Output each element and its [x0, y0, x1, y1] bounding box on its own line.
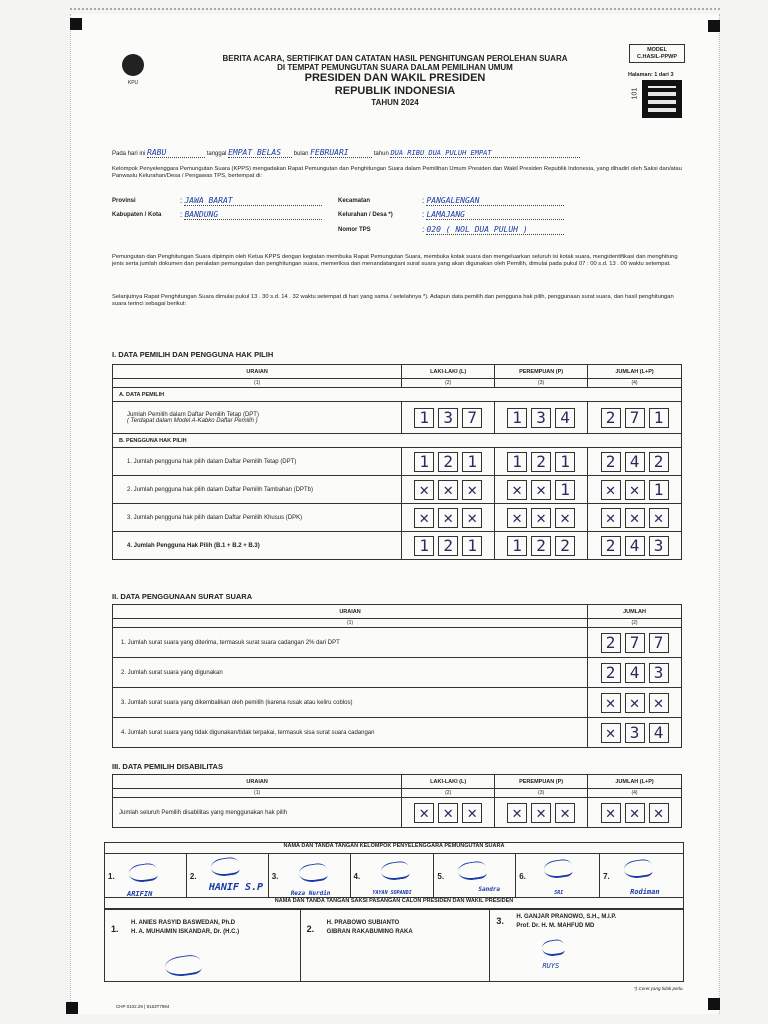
corner-marker — [70, 18, 82, 30]
section3-title: III. DATA PEMILIH DISABILITAS — [112, 762, 223, 771]
digit-box[interactable]: ✕ — [462, 803, 482, 823]
digit-box[interactable]: 3 — [531, 408, 551, 428]
tahun-field[interactable]: DUA RIBU DUA PULUH EMPAT — [390, 149, 580, 158]
digit-boxes[interactable] — [402, 452, 494, 472]
col-header: JUMLAH (L+P) — [588, 365, 682, 379]
digit-boxes[interactable] — [495, 408, 587, 428]
col-header: URAIAN — [113, 775, 402, 789]
digit-box[interactable]: 2 — [438, 452, 458, 472]
digit-box[interactable]: ✕ — [507, 508, 527, 528]
bulan-field[interactable]: FEBRUARI — [310, 148, 372, 158]
digit-box[interactable]: ✕ — [649, 508, 669, 528]
digit-box[interactable]: 7 — [462, 408, 482, 428]
kelurahan-label: Kelurahan / Desa *) — [338, 212, 393, 218]
signature-mark — [164, 954, 202, 979]
col-header: JUMLAH — [588, 605, 682, 619]
kpps-signature[interactable]: 7. Rodiman — [600, 854, 684, 898]
digit-boxes[interactable] — [495, 508, 587, 528]
kpps-signature[interactable]: 4. YAYAN SOPANDI — [350, 854, 434, 898]
signature-mark — [379, 860, 409, 882]
digit-box[interactable]: ✕ — [625, 693, 645, 713]
tps-field[interactable]: : 020 ( NOL DUA PULUH ) — [422, 225, 564, 235]
signature-mark — [298, 862, 328, 884]
digit-box[interactable]: ✕ — [601, 480, 621, 500]
digit-box[interactable]: ✕ — [438, 803, 458, 823]
table-row: 4. Jumlah surat suara yang tidak digunakan/tidak terpakai, termasuk sisa surat suara cadangan ✕ 3 4 — [113, 718, 682, 748]
digit-boxes[interactable] — [402, 480, 494, 500]
digit-boxes[interactable] — [495, 536, 587, 556]
digit-box[interactable]: 3 — [625, 723, 645, 743]
digit-box[interactable]: 2 — [601, 408, 621, 428]
signature-mark — [210, 856, 240, 878]
section2-table: URAIAN JUMLAH (1) (2) 1. Jumlah surat suara yang diterima, termasuk surat suara cadangan 2% dari DPT 2 7 7 2. Jumlah surat suara yang digunakan 2 4 3 3. Jumlah surat suara yang dikembalikan oleh pemilih (karena rusak atau keliru coblos) ✕ ✕ ✕ 4. Jumlah surat suara yang tidak digunakan/tidak terpakai, termasuk sisa surat suara cadangan ✕ 3 4 — [112, 604, 682, 748]
digit-box[interactable]: 4 — [625, 663, 645, 683]
digit-box[interactable]: 7 — [625, 633, 645, 653]
digit-boxes[interactable] — [495, 480, 587, 500]
digit-box[interactable]: ✕ — [555, 803, 575, 823]
signature-mark — [541, 939, 565, 958]
page-info: Halaman: 1 dari 3 — [628, 72, 674, 78]
digit-box[interactable]: ✕ — [507, 480, 527, 500]
signature-table — [104, 842, 684, 909]
digit-box[interactable]: 1 — [555, 480, 575, 500]
digit-box[interactable]: 4 — [555, 408, 575, 428]
digit-box[interactable]: 1 — [507, 536, 527, 556]
form-title: BERITA ACARA, SERTIFIKAT DAN CATATAN HASIL PENGHITUNGAN PEROLEHAN SUARA DI TEMPAT PEMUNGUTAN SUARA DALAM PEMILIHAN UMUM PRESIDEN DAN WAKIL PRESIDEN REPUBLIK INDONESIA TAHUN 2024 — [222, 54, 568, 107]
digit-box[interactable]: ✕ — [625, 480, 645, 500]
col-header: LAKI-LAKI (L) — [402, 775, 495, 789]
table-row: Jumlah Pemilih dalam Daftar Pemilih Tetap (DPT) ( Terdapat dalam Model A-Kabko Daftar Pemilih ) 1 3 7 1 3 4 2 7 1 — [113, 402, 682, 434]
digit-boxes[interactable] — [495, 803, 587, 823]
digit-box[interactable]: 2 — [601, 452, 621, 472]
digit-boxes[interactable] — [588, 723, 681, 743]
signature-mark — [128, 862, 158, 884]
digit-box[interactable]: 1 — [462, 536, 482, 556]
kpu-logo-icon — [122, 54, 144, 76]
digit-box[interactable]: ✕ — [625, 803, 645, 823]
provinsi-label: Provinsi — [112, 198, 136, 204]
footer-code: CHP 0102.29 | 9163T7984 — [116, 1004, 170, 1009]
model-badge: MODEL C.HASIL-PPWP — [629, 44, 685, 63]
col-header: PEREMPUAN (P) — [495, 365, 588, 379]
digit-box[interactable]: 2 — [531, 452, 551, 472]
digit-box[interactable]: 1 — [414, 536, 434, 556]
table-row: Jumlah seluruh Pemilih disabilitas yang menggunakan hak pilih ✕ ✕ ✕ ✕ ✕ ✕ ✕ ✕ ✕ — [113, 798, 682, 828]
footer-note: *) Coret yang tidak perlu. — [634, 986, 684, 991]
section1-table: URAIAN LAKI-LAKI (L) PEREMPUAN (P) JUMLAH (L+P) (1) (2) (3) (4) A. DATA PEMILIH Jumlah Pemilih dalam Daftar Pemilih Tetap (DPT) ( Terdapat dalam Model A-Kabko Daftar Pemilih ) 1 3 7 1 3 4 2 7 1 B. PENGGUNA HAK PILIH 1. Jumlah pengguna hak pilih dalam Daftar Pemilih Tetap (DPT) 1 2 1 1 2 1 2 4 2 2. Jumlah pengguna hak pilih dalam Daftar Pemilih Tambahan (DPTb) ✕ ✕ ✕ ✕ ✕ 1 ✕ ✕ 1 3. Jumlah pengguna hak pilih dalam Daftar Pemilih Khusus (DPK) ✕ ✕ ✕ ✕ ✕ ✕ ✕ ✕ ✕ 4. Jumlah Pengguna Hak Pilih (B.1 + B.2 + B.3) 1 2 1 1 2 2 2 4 3 — [112, 364, 682, 560]
signature-mark — [623, 858, 653, 880]
digit-box[interactable]: 1 — [507, 452, 527, 472]
digit-box[interactable]: 1 — [462, 452, 482, 472]
digit-box[interactable]: ✕ — [601, 803, 621, 823]
saksi-signature[interactable]: 2. H. PRABOWO SUBIANTO GIBRAN RAKABUMING RAKA — [300, 910, 490, 982]
digit-box[interactable]: ✕ — [438, 508, 458, 528]
saksi-signature[interactable]: 1. H. ANIES RASYID BASWEDAN, Ph.D H. A. MUHAIMIN ISKANDAR, Dr. (H.C.) — [105, 910, 301, 982]
top-perforation — [70, 8, 720, 10]
continue-text: Selanjutnya Rapat Penghitungan Suara dimulai pukul 13 . 30 s.d. 14 . 32 waktu setempat di hari yang sama / setelahnya *). Adapun data pemilih dan pengguna hak pilih, penggunaan surat suara, dan hasil penghitungan suara terinci sebagai berikut: — [112, 294, 674, 308]
signature-mark — [543, 858, 573, 880]
table-row: 2. Jumlah pengguna hak pilih dalam Daftar Pemilih Tambahan (DPTb) ✕ ✕ ✕ ✕ ✕ 1 ✕ ✕ 1 — [113, 476, 682, 504]
col-header: URAIAN — [113, 605, 588, 619]
digit-boxes[interactable] — [588, 663, 681, 683]
kpps-signature[interactable]: 5. Sandra — [434, 854, 516, 898]
kabupaten-field[interactable]: : BANDUNG — [180, 210, 322, 220]
digit-boxes[interactable] — [402, 803, 494, 823]
col-header: LAKI-LAKI (L) — [402, 365, 495, 379]
digit-box[interactable]: 2 — [601, 536, 621, 556]
digit-box[interactable]: 4 — [625, 536, 645, 556]
section1-title: I. DATA PEMILIH DAN PENGGUNA HAK PILIH — [112, 350, 274, 359]
digit-box[interactable]: ✕ — [462, 508, 482, 528]
digit-box[interactable]: ✕ — [414, 480, 434, 500]
digit-box[interactable]: ✕ — [601, 508, 621, 528]
digit-boxes[interactable] — [588, 408, 681, 428]
kecamatan-label: Kecamatan — [338, 198, 371, 204]
table-row: 3. Jumlah pengguna hak pilih dalam Daftar Pemilih Khusus (DPK) ✕ ✕ ✕ ✕ ✕ ✕ ✕ ✕ ✕ — [113, 504, 682, 532]
digit-box[interactable]: ✕ — [531, 803, 551, 823]
date-line: Pada hari ini RABU tanggal EMPAT BELAS bulan FEBRUARI tahun DUA RIBU DUA PULUH EMPAT — [112, 148, 580, 158]
table-row: 1. Jumlah pengguna hak pilih dalam Daftar Pemilih Tetap (DPT) 1 2 1 1 2 1 2 4 2 — [113, 448, 682, 476]
group-a-label: A. DATA PEMILIH — [113, 388, 682, 402]
saksi-header: NAMA DAN TANDA TANGAN SAKSI PASANGAN CALON PRESIDEN DAN WAKIL PRESIDEN — [105, 898, 684, 909]
kelurahan-field[interactable]: : LAMAJANG — [422, 210, 564, 220]
saksi-table — [104, 909, 684, 982]
section2-title: II. DATA PENGGUNAAN SURAT SUARA — [112, 592, 253, 601]
kabupaten-label: Kabupaten / Kota — [112, 212, 162, 218]
digit-box[interactable]: ✕ — [601, 723, 621, 743]
digit-box[interactable]: 2 — [601, 633, 621, 653]
kpps-signature[interactable]: 1. ARIFIN — [105, 854, 187, 898]
kpps-signature[interactable]: 2. HANIF S.P — [186, 854, 268, 898]
kpps-signature[interactable]: 6. SRI — [516, 854, 600, 898]
col-header: URAIAN — [113, 365, 402, 379]
digit-box[interactable]: 2 — [531, 536, 551, 556]
digit-box[interactable]: ✕ — [601, 693, 621, 713]
digit-box[interactable]: 1 — [414, 452, 434, 472]
digit-box[interactable]: ✕ — [462, 480, 482, 500]
digit-boxes[interactable] — [402, 408, 494, 428]
digit-boxes[interactable] — [588, 452, 681, 472]
digit-boxes[interactable] — [402, 508, 494, 528]
digit-boxes[interactable] — [588, 803, 681, 823]
kpps-header: NAMA DAN TANDA TANGAN KELOMPOK PENYELENGGARA PEMUNGUTAN SUARA — [105, 843, 684, 854]
table-row: 2. Jumlah surat suara yang digunakan 2 4 3 — [113, 658, 682, 688]
digit-box[interactable]: ✕ — [438, 480, 458, 500]
digit-box[interactable]: ✕ — [414, 803, 434, 823]
digit-box[interactable]: 7 — [649, 633, 669, 653]
corner-marker — [708, 20, 720, 32]
digit-box[interactable]: ✕ — [531, 480, 551, 500]
saksi-signature[interactable]: 3. H. GANJAR PRANOWO, S.H., M.I.P. Prof. Dr. H. M. MAHFUD MD RUYS — [490, 910, 684, 982]
provinsi-field[interactable]: : JAWA BARAT — [180, 196, 322, 206]
digit-box[interactable]: 4 — [625, 452, 645, 472]
digit-box[interactable]: 2 — [601, 663, 621, 683]
digit-box[interactable]: ✕ — [625, 508, 645, 528]
digit-box[interactable]: 1 — [555, 452, 575, 472]
table-row: 4. Jumlah Pengguna Hak Pilih (B.1 + B.2 + B.3) 1 2 1 1 2 2 2 4 3 — [113, 532, 682, 560]
digit-box[interactable]: 3 — [649, 536, 669, 556]
digit-box[interactable]: ✕ — [555, 508, 575, 528]
digit-box[interactable]: 2 — [555, 536, 575, 556]
digit-boxes[interactable] — [588, 480, 681, 500]
group-b-label: B. PENGGUNA HAK PILIH — [113, 434, 682, 448]
digit-box[interactable]: ✕ — [414, 508, 434, 528]
digit-box[interactable]: 1 — [414, 408, 434, 428]
digit-box[interactable]: 1 — [649, 408, 669, 428]
digit-box[interactable]: 2 — [649, 452, 669, 472]
col-header: PEREMPUAN (P) — [495, 775, 588, 789]
digit-boxes[interactable] — [495, 452, 587, 472]
digit-box[interactable]: 7 — [625, 408, 645, 428]
digit-box[interactable]: 3 — [438, 408, 458, 428]
digit-box[interactable]: 3 — [649, 663, 669, 683]
intro-text: Kelompok Penyelenggara Pemungutan Suara (KPPS) mengadakan Rapat Pemungutan dan Penghitungan Suara dalam Pemilihan Umum Presiden dan Wakil Presiden Republik Indonesia, yang dihadiri oleh Saksi dan/atau Panwaslu Kelurahan/Desa / Pengawas TPS, bertempat di: — [112, 166, 682, 180]
digit-box[interactable]: 4 — [649, 723, 669, 743]
logo-caption: KPU — [127, 80, 139, 86]
procedure-text: Pemungutan dan Penghitungan Suara dipimpin oleh Ketua KPPS dengan kegiatan membuka Rapat Pemungutan Suara, membuka kotak suara dan mengeluarkan seluruh isi kotak suara, mengidentifikasi dan menghitung jenis serta jumlah dokumen dan peralatan pemungutan dan penghitungan suara, memeriksa dan menandatangani surat suara yang akan digunakan oleh Pemilih, dimulai pada pukul 07 : 00 s.d. 13 . 00 waktu setempat. — [112, 254, 678, 268]
digit-boxes[interactable] — [588, 633, 681, 653]
corner-marker — [708, 998, 720, 1010]
table-row: 1. Jumlah surat suara yang diterima, termasuk surat suara cadangan 2% dari DPT 2 7 7 — [113, 628, 682, 658]
digit-box[interactable]: 1 — [507, 408, 527, 428]
qr-number: 101 — [631, 87, 639, 100]
kpps-signature[interactable]: 3. Reza Nurdin — [268, 854, 350, 898]
digit-box[interactable]: ✕ — [507, 803, 527, 823]
digit-box[interactable]: 1 — [649, 480, 669, 500]
hari-field[interactable]: RABU — [147, 148, 205, 158]
digit-boxes[interactable] — [402, 536, 494, 556]
tanggal-field[interactable]: EMPAT BELAS — [228, 148, 292, 158]
tps-label: Nomor TPS — [338, 227, 371, 233]
digit-box[interactable]: ✕ — [531, 508, 551, 528]
qr-pattern — [648, 86, 676, 112]
col-header: JUMLAH (L+P) — [588, 775, 682, 789]
digit-boxes[interactable] — [588, 693, 681, 713]
digit-boxes[interactable] — [588, 536, 681, 556]
digit-boxes[interactable] — [588, 508, 681, 528]
digit-box[interactable]: 2 — [438, 536, 458, 556]
corner-marker — [66, 1002, 78, 1014]
signature-mark — [457, 860, 487, 882]
section3-table: URAIAN LAKI-LAKI (L) PEREMPUAN (P) JUMLAH (L+P) (1) (2) (3) (4) Jumlah seluruh Pemilih disabilitas yang menggunakan hak pilih ✕ ✕ ✕ ✕ ✕ ✕ ✕ ✕ ✕ — [112, 774, 682, 828]
kecamatan-field[interactable]: : PANGALENGAN — [422, 196, 564, 206]
digit-box[interactable]: ✕ — [649, 693, 669, 713]
table-row: 3. Jumlah surat suara yang dikembalikan oleh pemilih (karena rusak atau keliru coblos) ✕ ✕ ✕ — [113, 688, 682, 718]
digit-box[interactable]: ✕ — [649, 803, 669, 823]
